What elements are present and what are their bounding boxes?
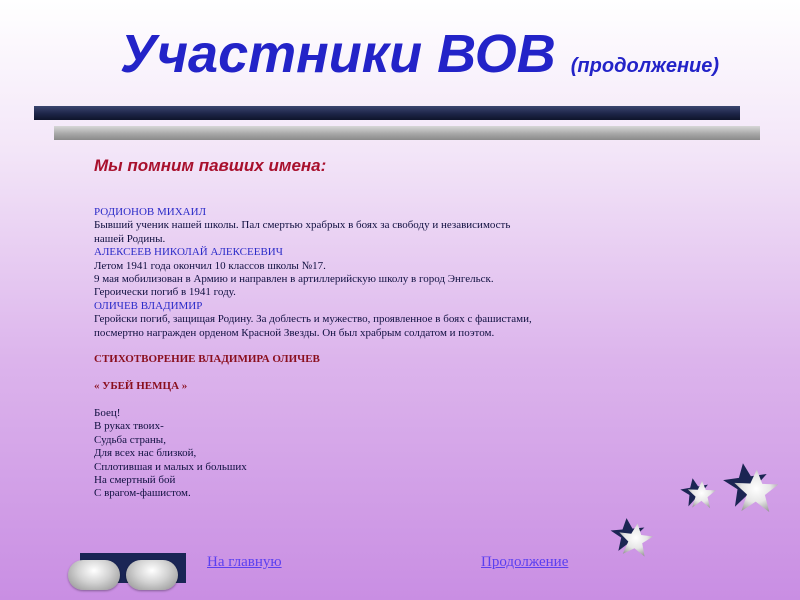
entry-text-line: нашей Родины. — [94, 232, 166, 245]
poem-header: СТИХОТВОРЕНИЕ ВЛАДИМИРА ОЛИЧЕВ — [94, 353, 320, 366]
poem-line: Боец! — [94, 407, 121, 420]
entry-name-rodionov: РОДИОНОВ МИХАИЛ — [94, 206, 207, 218]
poem-line: Сплотившая и малых и больших — [94, 460, 247, 473]
poem-line: Для всех нас близкой, — [94, 447, 197, 460]
star-icon — [721, 458, 784, 519]
decorative-bar-dark — [34, 106, 740, 120]
entry-name-alekseev: АЛЕКСЕЕВ НИКОЛАЙ АЛЕКСЕЕВИЧ — [94, 246, 283, 259]
entry-text-line: посмертно награжден орденом Красной Звезды. Он был храбрым солдатом и поэтом. — [94, 326, 495, 339]
poem-line: На смертный бой — [94, 474, 176, 487]
continue-link[interactable]: Продолжение — [481, 554, 569, 570]
entry-text-line: Героически погиб в 1941 году. — [94, 286, 236, 299]
star-icon — [610, 516, 658, 561]
entry-text-line: 9 мая мобилизован в Армию и направлен в артиллерийскую школу в город Энгельск. — [94, 273, 494, 286]
decorative-stars — [600, 455, 800, 575]
decorative-bar-gray — [54, 126, 760, 140]
star-icon — [679, 474, 721, 513]
poem-title: « УБЕЙ НЕМЦА » — [94, 380, 188, 393]
home-link[interactable]: На главную — [207, 554, 282, 570]
entry-name-olichev: ОЛИЧЕВ ВЛАДИМИР — [94, 299, 203, 312]
poem-line: С врагом-фашистом. — [94, 487, 191, 500]
entry-text-line: Летом 1941 года окончил 10 классов школы №17. — [94, 259, 326, 272]
title-sub: (продолжение) — [570, 55, 720, 77]
page-title — [120, 22, 719, 98]
poem-line: В руках твоих- — [94, 420, 164, 433]
section-heading: Мы помним павших имена: — [94, 156, 327, 175]
title-main: Участники ВОВ — [120, 24, 556, 84]
memorial-content — [94, 206, 654, 501]
back-button[interactable] — [68, 560, 120, 590]
poem-line: Судьба страны, — [94, 433, 166, 446]
entry-text-line: Геройски погиб, защищая Родину. За доблесть и мужество, проявленное в боях с фашистами, — [94, 313, 532, 326]
forward-button[interactable] — [126, 560, 178, 590]
entry-text-line: Бывший ученик нашей школы. Пал смертью храбрых в боях за свободу и независимость — [94, 219, 511, 232]
